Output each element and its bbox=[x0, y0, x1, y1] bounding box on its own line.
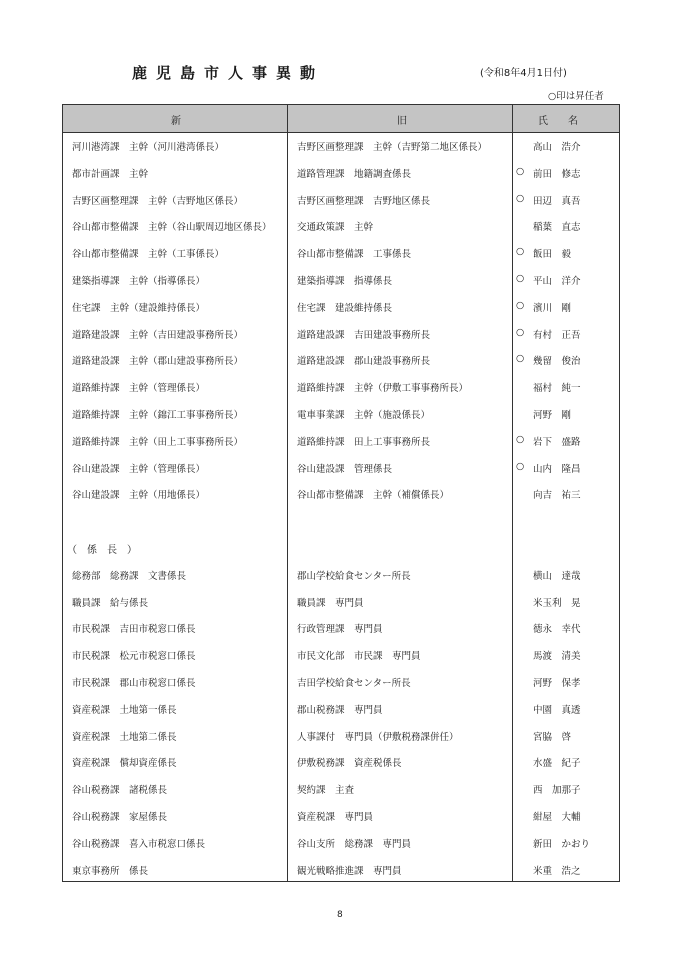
person-name: 宮脇 啓 bbox=[533, 731, 572, 743]
table-row bbox=[63, 669, 619, 696]
person-name: 河野 保孝 bbox=[533, 677, 581, 689]
table-row bbox=[63, 723, 619, 750]
person-name: 西 加那子 bbox=[533, 785, 581, 797]
person-name: 米玉利 晃 bbox=[533, 597, 581, 609]
table-row bbox=[63, 589, 619, 616]
section-label: （ 係 長 ） bbox=[67, 544, 137, 556]
table-row bbox=[63, 187, 619, 214]
old-position: 谷山都市整備課 主幹（補償係長） bbox=[297, 490, 450, 502]
table-body bbox=[63, 133, 619, 883]
new-position: 河川港湾課 主幹（河川港湾係長） bbox=[72, 142, 225, 153]
page-number: 8 bbox=[337, 910, 343, 920]
table-row bbox=[63, 803, 619, 830]
promotion-note: ○印は昇任者 bbox=[548, 91, 604, 102]
new-position: 谷山建設課 主幹（管理係長） bbox=[72, 463, 206, 475]
table-row bbox=[63, 481, 619, 508]
table-row bbox=[63, 401, 619, 428]
person-name: 德永 幸代 bbox=[533, 624, 581, 636]
old-position: 道路建設課 郡山建設事務所長 bbox=[297, 356, 431, 368]
person-name: 岩下 盛路 bbox=[533, 436, 581, 448]
table-row bbox=[63, 347, 619, 374]
new-position: 道路建設課 主幹（吉田建設事務所長） bbox=[72, 329, 244, 341]
person-name: 山内 隆昌 bbox=[533, 463, 581, 475]
new-position: 道路維持課 主幹（錦江工事事務所長） bbox=[72, 409, 244, 421]
table-row bbox=[63, 776, 619, 803]
new-position: 東京事務所 係長 bbox=[72, 865, 149, 877]
person-name: 稲葉 直志 bbox=[533, 222, 581, 234]
table-row bbox=[63, 642, 619, 669]
table-row bbox=[63, 374, 619, 401]
person-name: 濱川 剛 bbox=[533, 302, 572, 314]
table-row bbox=[63, 830, 619, 857]
column-header-old: 旧 bbox=[397, 116, 407, 127]
new-position: 道路維持課 主幹（管理係長） bbox=[72, 383, 206, 395]
old-position: 道路維持課 主幹（伊敷工事事務所長） bbox=[297, 383, 469, 395]
person-name: 河野 剛 bbox=[533, 409, 572, 421]
promotion-mark: ○ bbox=[516, 326, 525, 338]
column-header-new: 新 bbox=[171, 116, 181, 127]
person-name: 幾留 俊治 bbox=[533, 356, 581, 368]
person-name: 水盛 紀子 bbox=[533, 758, 581, 770]
person-name: 馬渡 清美 bbox=[533, 651, 581, 663]
table-row bbox=[63, 321, 619, 348]
promotion-mark: ○ bbox=[516, 299, 525, 311]
table-row bbox=[63, 133, 619, 160]
table-row bbox=[63, 294, 619, 321]
personnel-table bbox=[62, 104, 620, 882]
old-position: 郡山学校給食センター所長 bbox=[297, 570, 411, 582]
old-position: 道路維持課 田上工事事務所長 bbox=[297, 436, 431, 448]
new-position: 谷山税務課 喜入市税窓口係長 bbox=[72, 838, 206, 850]
old-position: 吉野区画整理課 主幹（吉野第二地区係長） bbox=[297, 142, 488, 153]
promotion-mark: ○ bbox=[516, 246, 525, 258]
new-position: 資産税課 土地第一係長 bbox=[72, 704, 177, 716]
old-position: 道路建設課 吉田建設事務所長 bbox=[297, 329, 431, 341]
new-position: 谷山税務課 諸税係長 bbox=[72, 785, 168, 797]
table-row bbox=[63, 562, 619, 589]
table-row bbox=[63, 455, 619, 482]
new-position: 建築指導課 主幹（指導係長） bbox=[72, 275, 206, 287]
new-position: 道路維持課 主幹（田上工事事務所長） bbox=[72, 436, 244, 448]
new-position: 谷山都市整備課 主幹（工事係長） bbox=[72, 249, 225, 261]
new-position: 市民税課 郡山市税窓口係長 bbox=[72, 677, 196, 689]
old-position: 谷山都市整備課 工事係長 bbox=[297, 249, 412, 261]
person-name: 飯田 毅 bbox=[533, 249, 572, 261]
new-position: 資産税課 土地第二係長 bbox=[72, 731, 177, 743]
person-name: 有村 正吾 bbox=[533, 329, 581, 341]
new-position: 谷山都市整備課 主幹（谷山駅周辺地区係長） bbox=[72, 222, 272, 234]
new-position: 谷山建設課 主幹（用地係長） bbox=[72, 490, 206, 502]
old-position: 行政管理課 専門員 bbox=[297, 624, 383, 636]
promotion-mark: ○ bbox=[516, 460, 525, 472]
old-position: 谷山建設課 管理係長 bbox=[297, 463, 393, 475]
old-position: 契約課 主査 bbox=[297, 785, 355, 797]
person-name: 米重 浩之 bbox=[533, 865, 581, 877]
old-position: 資産税課 専門員 bbox=[297, 811, 374, 823]
new-position: 谷山税務課 家屋係長 bbox=[72, 811, 168, 823]
new-position: 住宅課 主幹（建設維持係長） bbox=[72, 302, 206, 314]
table-header bbox=[63, 105, 619, 133]
new-position: 吉野区画整理課 主幹（吉野地区係長） bbox=[72, 195, 244, 207]
old-position: 電車事業課 主幹（施設係長） bbox=[297, 409, 431, 421]
page-title: 鹿児島市人事異動 bbox=[132, 64, 325, 82]
promotion-mark: ○ bbox=[516, 272, 525, 284]
old-position: 吉田学校給食センター所長 bbox=[297, 677, 411, 689]
old-position: 交通政策課 主幹 bbox=[297, 222, 374, 234]
person-name: 紺屋 大輔 bbox=[533, 811, 581, 823]
table-row bbox=[63, 857, 619, 884]
person-name: 高山 浩介 bbox=[533, 142, 581, 153]
new-position: 資産税課 償却資産係長 bbox=[72, 758, 177, 770]
new-position: 市民税課 吉田市税窓口係長 bbox=[72, 624, 196, 636]
person-name: 向吉 祐三 bbox=[533, 490, 581, 502]
table-row bbox=[63, 240, 619, 267]
person-name: 横山 達哉 bbox=[533, 570, 581, 582]
old-position: 職員課 専門員 bbox=[297, 597, 364, 609]
person-name: 中園 真透 bbox=[533, 704, 581, 716]
table-row bbox=[63, 749, 619, 776]
person-name: 平山 洋介 bbox=[533, 275, 581, 287]
table-row bbox=[63, 428, 619, 455]
old-position: 観光戦略推進課 専門員 bbox=[297, 865, 402, 877]
promotion-mark: ○ bbox=[516, 192, 525, 204]
person-name: 田辺 真吾 bbox=[533, 195, 581, 207]
table-row bbox=[63, 615, 619, 642]
new-position: 職員課 給与係長 bbox=[72, 597, 149, 609]
new-position: 道路建設課 主幹（郡山建設事務所長） bbox=[72, 356, 244, 368]
old-position: 建築指導課 指導係長 bbox=[297, 275, 393, 287]
new-position: 総務部 総務課 文書係長 bbox=[72, 570, 187, 582]
old-position: 人事課付 専門員（伊敷税務課併任） bbox=[297, 731, 459, 743]
promotion-mark: ○ bbox=[516, 433, 525, 445]
old-position: 市民文化部 市民課 専門員 bbox=[297, 651, 421, 663]
table-row bbox=[63, 535, 619, 562]
old-position: 道路管理課 地籍調査係長 bbox=[297, 168, 412, 180]
new-position: 市民税課 松元市税窓口係長 bbox=[72, 651, 196, 663]
old-position: 谷山支所 総務課 専門員 bbox=[297, 838, 412, 850]
table-row bbox=[63, 696, 619, 723]
old-position: 伊敷税務課 資産税係長 bbox=[297, 758, 402, 770]
promotion-mark: ○ bbox=[516, 353, 525, 365]
table-row bbox=[63, 508, 619, 535]
promotion-mark: ○ bbox=[516, 165, 525, 177]
person-name: 新田 かおり bbox=[533, 838, 591, 850]
column-header-name: 氏 名 bbox=[538, 116, 578, 127]
table-row bbox=[63, 267, 619, 294]
old-position: 吉野区画整理課 吉野地区係長 bbox=[297, 195, 431, 207]
old-position: 郡山税務課 専門員 bbox=[297, 704, 383, 716]
person-name: 前田 修志 bbox=[533, 168, 581, 180]
table-row bbox=[63, 213, 619, 240]
old-position: 住宅課 建設維持係長 bbox=[297, 302, 393, 314]
person-name: 福村 純一 bbox=[533, 383, 581, 395]
new-position: 都市計画課 主幹 bbox=[72, 168, 149, 180]
effective-date: (令和8年4月1日付) bbox=[480, 68, 567, 79]
table-row bbox=[63, 160, 619, 187]
